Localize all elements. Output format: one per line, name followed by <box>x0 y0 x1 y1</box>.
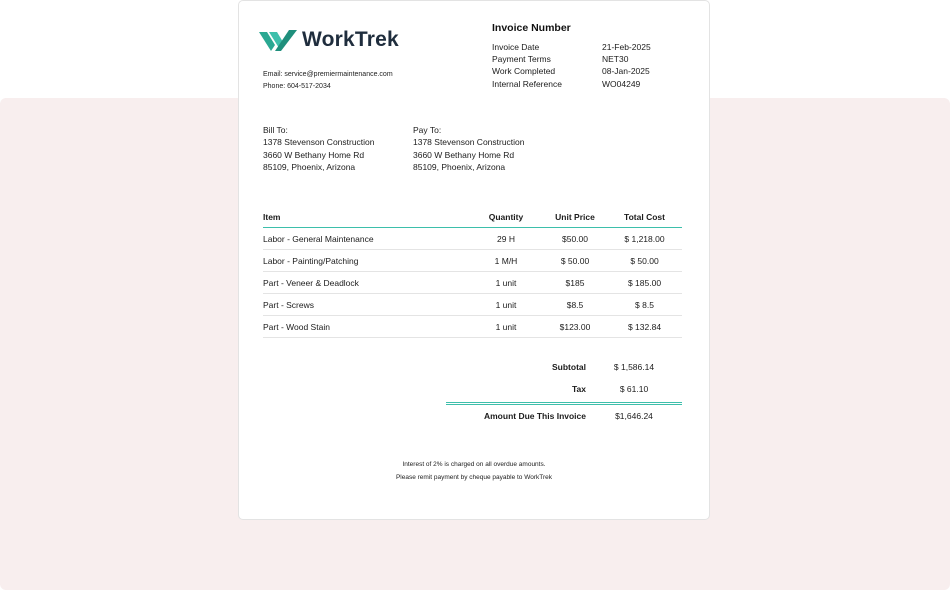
header-total-cost: Total Cost <box>624 211 665 222</box>
cell-total-cost: $ 1,218.00 <box>624 233 665 244</box>
tax-value: $ 61.10 <box>619 384 649 394</box>
cell-item: Part - Wood Stain <box>263 321 330 332</box>
table-row <box>263 228 682 250</box>
amount-due-value: $1,646.24 <box>615 411 653 421</box>
contact-info <box>263 69 393 92</box>
cell-unit-price: $185 <box>565 277 585 288</box>
tax-label: Tax <box>571 384 586 394</box>
totals-divider <box>446 402 682 405</box>
pay-to-line: 3660 W Bethany Home Rd <box>413 149 515 160</box>
meta-label: Payment Terms <box>492 54 551 65</box>
meta-row <box>492 53 651 65</box>
bill-to-line: 85109, Phoenix, Arizona <box>263 161 356 172</box>
pay-to-line: 1378 Stevenson Construction <box>413 137 525 148</box>
meta-label: Invoice Date <box>492 42 540 52</box>
cell-quantity: 1 unit <box>495 277 517 288</box>
cell-item: Labor - Painting/Patching <box>263 255 359 266</box>
pay-to-heading: Pay To: <box>413 125 442 135</box>
cell-unit-price: $123.00 <box>559 321 591 332</box>
cell-quantity: 1 unit <box>495 321 517 332</box>
table-header <box>263 206 682 228</box>
meta-row <box>492 41 651 53</box>
meta-row <box>492 65 651 77</box>
cell-quantity: 1 unit <box>495 299 517 310</box>
bill-to-line: 1378 Stevenson Construction <box>263 137 375 148</box>
bill-to-block <box>263 124 375 173</box>
cell-item: Labor - General Maintenance <box>263 233 374 244</box>
invoice-number-title: Invoice Number <box>492 22 571 34</box>
table-row <box>263 272 682 294</box>
amount-due-label: Amount Due This Invoice <box>483 411 586 421</box>
brand-logo <box>259 28 399 52</box>
cell-quantity: 1 M/H <box>494 255 518 266</box>
meta-label: Internal Reference <box>492 78 562 89</box>
cell-unit-price: $50.00 <box>562 233 588 244</box>
bill-to-heading: Bill To: <box>263 125 288 135</box>
subtotal-row <box>446 356 682 378</box>
cell-total-cost: $ 132.84 <box>627 321 662 332</box>
meta-value: NET30 <box>602 54 629 65</box>
cell-unit-price: $8.5 <box>566 299 584 310</box>
tax-row <box>446 378 682 400</box>
cell-unit-price: $ 50.00 <box>560 255 590 266</box>
meta-label: Work Completed <box>492 66 556 77</box>
meta-value: WO04249 <box>602 78 641 89</box>
meta-row <box>492 78 651 90</box>
note-remit: Please remit payment by cheque payable to WorkTrek <box>395 473 553 481</box>
cell-total-cost: $ 185.00 <box>627 277 662 288</box>
pay-to-line: 85109, Phoenix, Arizona <box>413 161 506 172</box>
cell-total-cost: $ 8.5 <box>635 299 654 310</box>
brand-name: WorkTrek <box>302 28 399 51</box>
note-interest: Interest of 2% is charged on all overdue amounts. <box>402 461 546 468</box>
table-row <box>263 250 682 272</box>
subtotal-label: Subtotal <box>552 362 586 372</box>
invoice-notes <box>239 459 709 484</box>
invoice-meta-table <box>492 41 651 90</box>
table-row <box>263 294 682 316</box>
header-item: Item <box>263 211 281 222</box>
contact-email: Email: service@premiermaintenance.com <box>263 71 393 78</box>
contact-phone: Phone: 604-517-2034 <box>263 82 331 90</box>
worktrek-logo-icon <box>259 28 299 52</box>
cell-item: Part - Screws <box>263 299 315 310</box>
cell-total-cost: $ 50.00 <box>630 255 659 266</box>
totals-block <box>446 356 682 426</box>
amount-due-row <box>446 406 682 426</box>
subtotal-value: $ 1,586.14 <box>613 362 655 372</box>
invoice-document <box>238 0 710 520</box>
meta-value: 21-Feb-2025 <box>602 42 651 52</box>
cell-quantity: 29 H <box>497 233 515 244</box>
meta-value: 08-Jan-2025 <box>602 66 650 77</box>
line-items-table <box>263 206 682 338</box>
bill-to-line: 3660 W Bethany Home Rd <box>263 149 365 160</box>
cell-item: Part - Veneer & Deadlock <box>263 277 359 288</box>
header-quantity: Quantity <box>488 211 524 222</box>
header-unit-price: Unit Price <box>555 211 595 222</box>
table-row <box>263 316 682 338</box>
pay-to-block <box>413 124 525 173</box>
